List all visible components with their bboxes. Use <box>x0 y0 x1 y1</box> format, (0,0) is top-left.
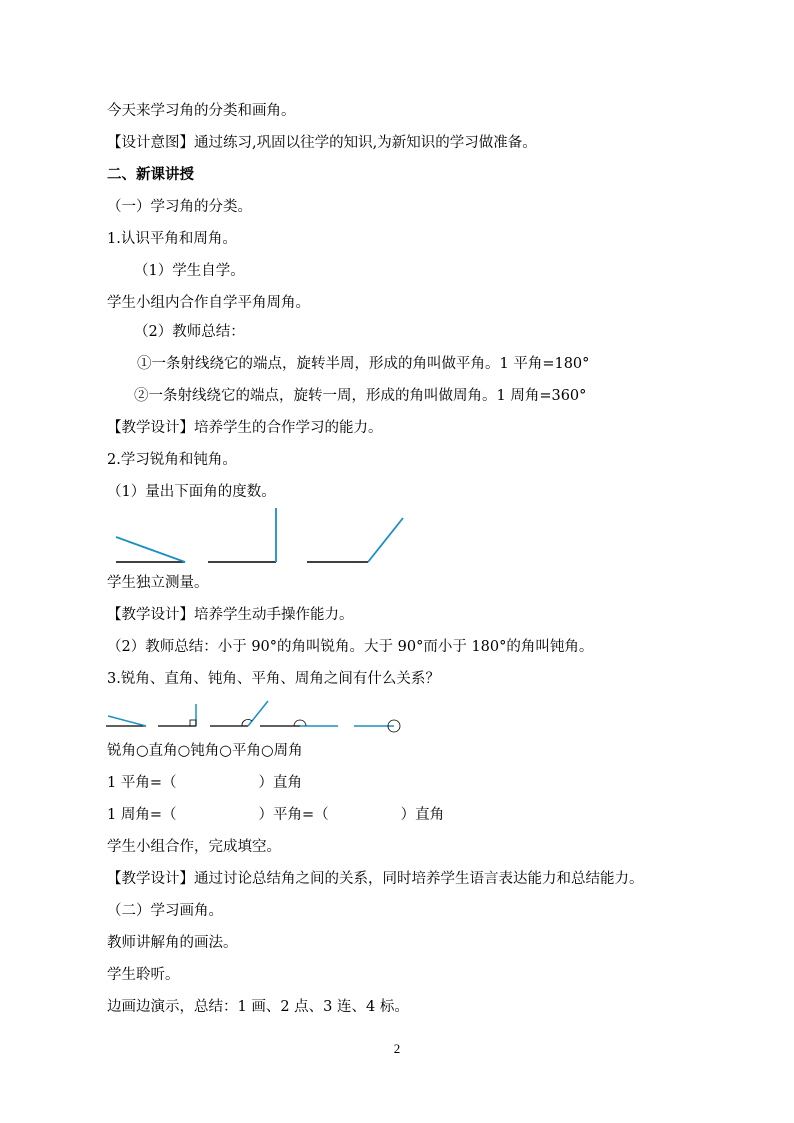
text-line: 学生小组合作，完成填空。 <box>107 839 281 855</box>
full-angle-small <box>354 720 400 732</box>
right-angle-small <box>158 704 196 726</box>
angles-figure <box>100 506 420 568</box>
fill-blank-full <box>107 805 444 825</box>
teaching-design-note: 【教学设计】通过讨论总结角之间的关系，同时培养学生语言表达能力和总结能力。 <box>107 871 644 887</box>
question-line: 3.锐角、直角、钝角、平角、周角之间有什么关系？ <box>107 671 440 687</box>
acute-angle-small <box>106 716 146 726</box>
angle-relation-line: 锐角○直角○钝角○平角○周角 <box>107 743 303 759</box>
text-line: （2）教师总结： <box>134 324 245 340</box>
fill-blank-straight <box>107 773 302 793</box>
blank-middle: ）平角=（ <box>258 807 329 823</box>
text-line: 1.认识平角和周角。 <box>107 231 237 247</box>
page-number: 2 <box>393 1041 401 1056</box>
text-line: 边画边演示，总结：1 画、2 点、3 连、4 标。 <box>107 999 409 1015</box>
text-line: 今天来学习角的分类和画角。 <box>107 103 296 119</box>
text-line: 学生小组内合作自学平角周角。 <box>107 295 310 311</box>
text-line: 教师讲解角的画法。 <box>107 935 238 951</box>
text-line: （1）学生自学。 <box>134 263 245 279</box>
text-line: 2.学习锐角和钝角。 <box>107 452 237 468</box>
straight-angle-small <box>260 720 338 726</box>
definition-line: ①一条射线绕它的端点，旋转半周，形成的角叫做平角。1 平角=180° <box>137 356 590 372</box>
text-line: 学生独立测量。 <box>107 575 209 591</box>
acute-angle-drawing <box>116 537 185 562</box>
blank-prefix: 1 平角=（ <box>107 775 177 791</box>
section-heading: 二、新课讲授 <box>107 166 194 183</box>
text-line: 学生聆听。 <box>107 967 180 983</box>
subsection-heading: （一）学习角的分类。 <box>107 199 252 215</box>
angle-relations-figure <box>100 698 410 736</box>
obtuse-angle-drawing <box>307 518 403 562</box>
subsection-heading: （二）学习画角。 <box>107 903 223 919</box>
obtuse-angle-small <box>210 701 268 726</box>
teaching-design-note: 【教学设计】培养学生的合作学习的能力。 <box>107 420 383 436</box>
blank-suffix: ）直角 <box>400 807 445 823</box>
definition-line: ②一条射线绕它的端点，旋转一周，形成的角叫做周角。1 周角=360° <box>134 388 587 404</box>
blank-prefix: 1 周角=（ <box>107 807 177 823</box>
summary-line: （2）教师总结：小于 90°的角叫锐角。大于 90°而小于 180°的角叫钝角。 <box>107 639 594 655</box>
right-angle-drawing <box>208 508 276 562</box>
text-line: （1）量出下面角的度数。 <box>107 484 276 500</box>
blank-suffix: ）直角 <box>258 775 302 791</box>
design-intent-note: 【设计意图】通过练习,巩固以往学的知识,为新知识的学习做准备。 <box>107 135 537 151</box>
teaching-design-note: 【教学设计】培养学生动手操作能力。 <box>107 607 354 623</box>
